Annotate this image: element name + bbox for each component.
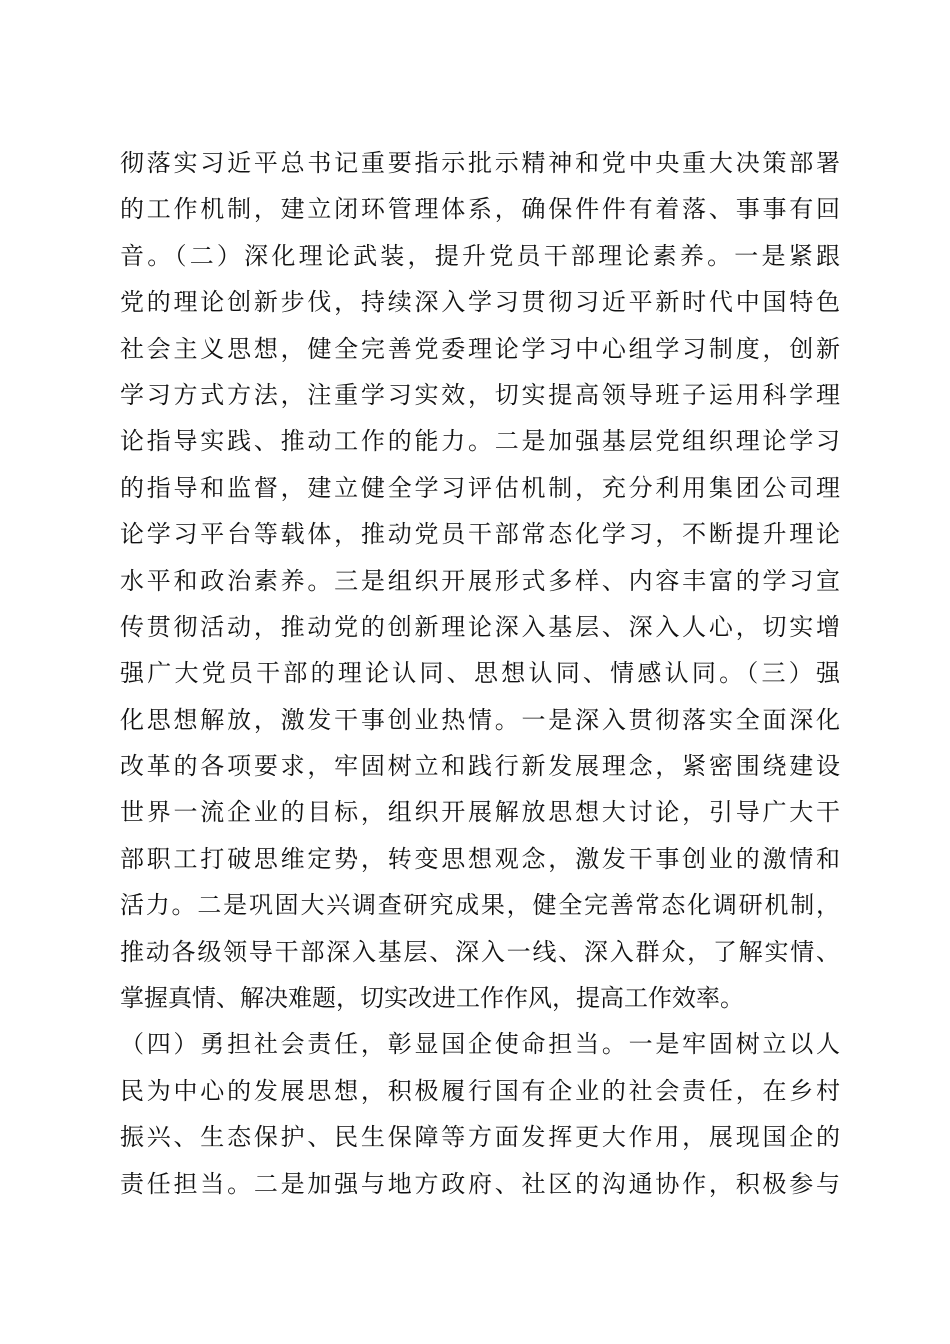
text-line: 水平和政治素养。三是组织开展形式多样、内容丰富的学习宣 xyxy=(120,566,840,595)
text-line: 彻落实习近平总书记重要指示批示精神和党中央重大决策部署 xyxy=(120,149,840,177)
text-line: 部职工打破思维定势，转变思想观念，激发干事创业的激情和 xyxy=(120,844,840,873)
text-line: 化思想解放，激发干事创业热情。一是深入贯彻落实全面深化 xyxy=(120,705,840,734)
text-line: （四）勇担社会责任，彰显国企使命担当。一是牢固树立以人 xyxy=(120,1030,840,1059)
text-line: 推动各级领导干部深入基层、深入一线、深入群众，了解实情、 xyxy=(120,937,840,966)
text-line: 社会主义思想，健全完善党委理论学习中心组学习制度，创新 xyxy=(120,334,840,363)
text-line: 论学习平台等载体，推动党员干部常态化学习，不断提升理论 xyxy=(120,520,840,549)
text-line: 强广大党员干部的理论认同、思想认同、情感认同。（三）强 xyxy=(120,659,840,688)
text-line: 掌握真情、解决难题，切实改进工作作风，提高工作效率。 xyxy=(120,984,744,1013)
text-line: 改革的各项要求，牢固树立和践行新发展理念，紧密围绕建设 xyxy=(120,752,840,781)
text-line: 责任担当。二是加强与地方政府、社区的沟通协作，积极参与 xyxy=(120,1169,840,1198)
text-line: 活力。二是巩固大兴调查研究成果，健全完善常态化调研机制， xyxy=(120,891,840,920)
text-line: 学习方式方法，注重学习实效，切实提高领导班子运用科学理 xyxy=(120,380,840,409)
text-line: 振兴、生态保护、民生保障等方面发挥更大作用，展现国企的 xyxy=(120,1123,840,1152)
text-line: 论指导实践、推动工作的能力。二是加强基层党组织理论学习 xyxy=(120,427,840,456)
text-line: 的工作机制，建立闭环管理体系，确保件件有着落、事事有回 xyxy=(120,195,840,224)
text-line: 传贯彻活动，推动党的创新理论深入基层、深入人心，切实增 xyxy=(120,612,840,641)
body-paragraph xyxy=(120,140,840,1207)
text-line: 的指导和监督，建立健全学习评估机制，充分利用集团公司理 xyxy=(120,473,840,502)
text-line: 民为中心的发展思想，积极履行国有企业的社会责任，在乡村 xyxy=(120,1076,840,1105)
text-line: 世界一流企业的目标，组织开展解放思想大讨论，引导广大干 xyxy=(120,798,840,827)
text-line: 党的理论创新步伐，持续深入学习贯彻习近平新时代中国特色 xyxy=(120,288,840,317)
text-line: 音。（二）深化理论武装，提升党员干部理论素养。一是紧跟 xyxy=(120,241,840,270)
